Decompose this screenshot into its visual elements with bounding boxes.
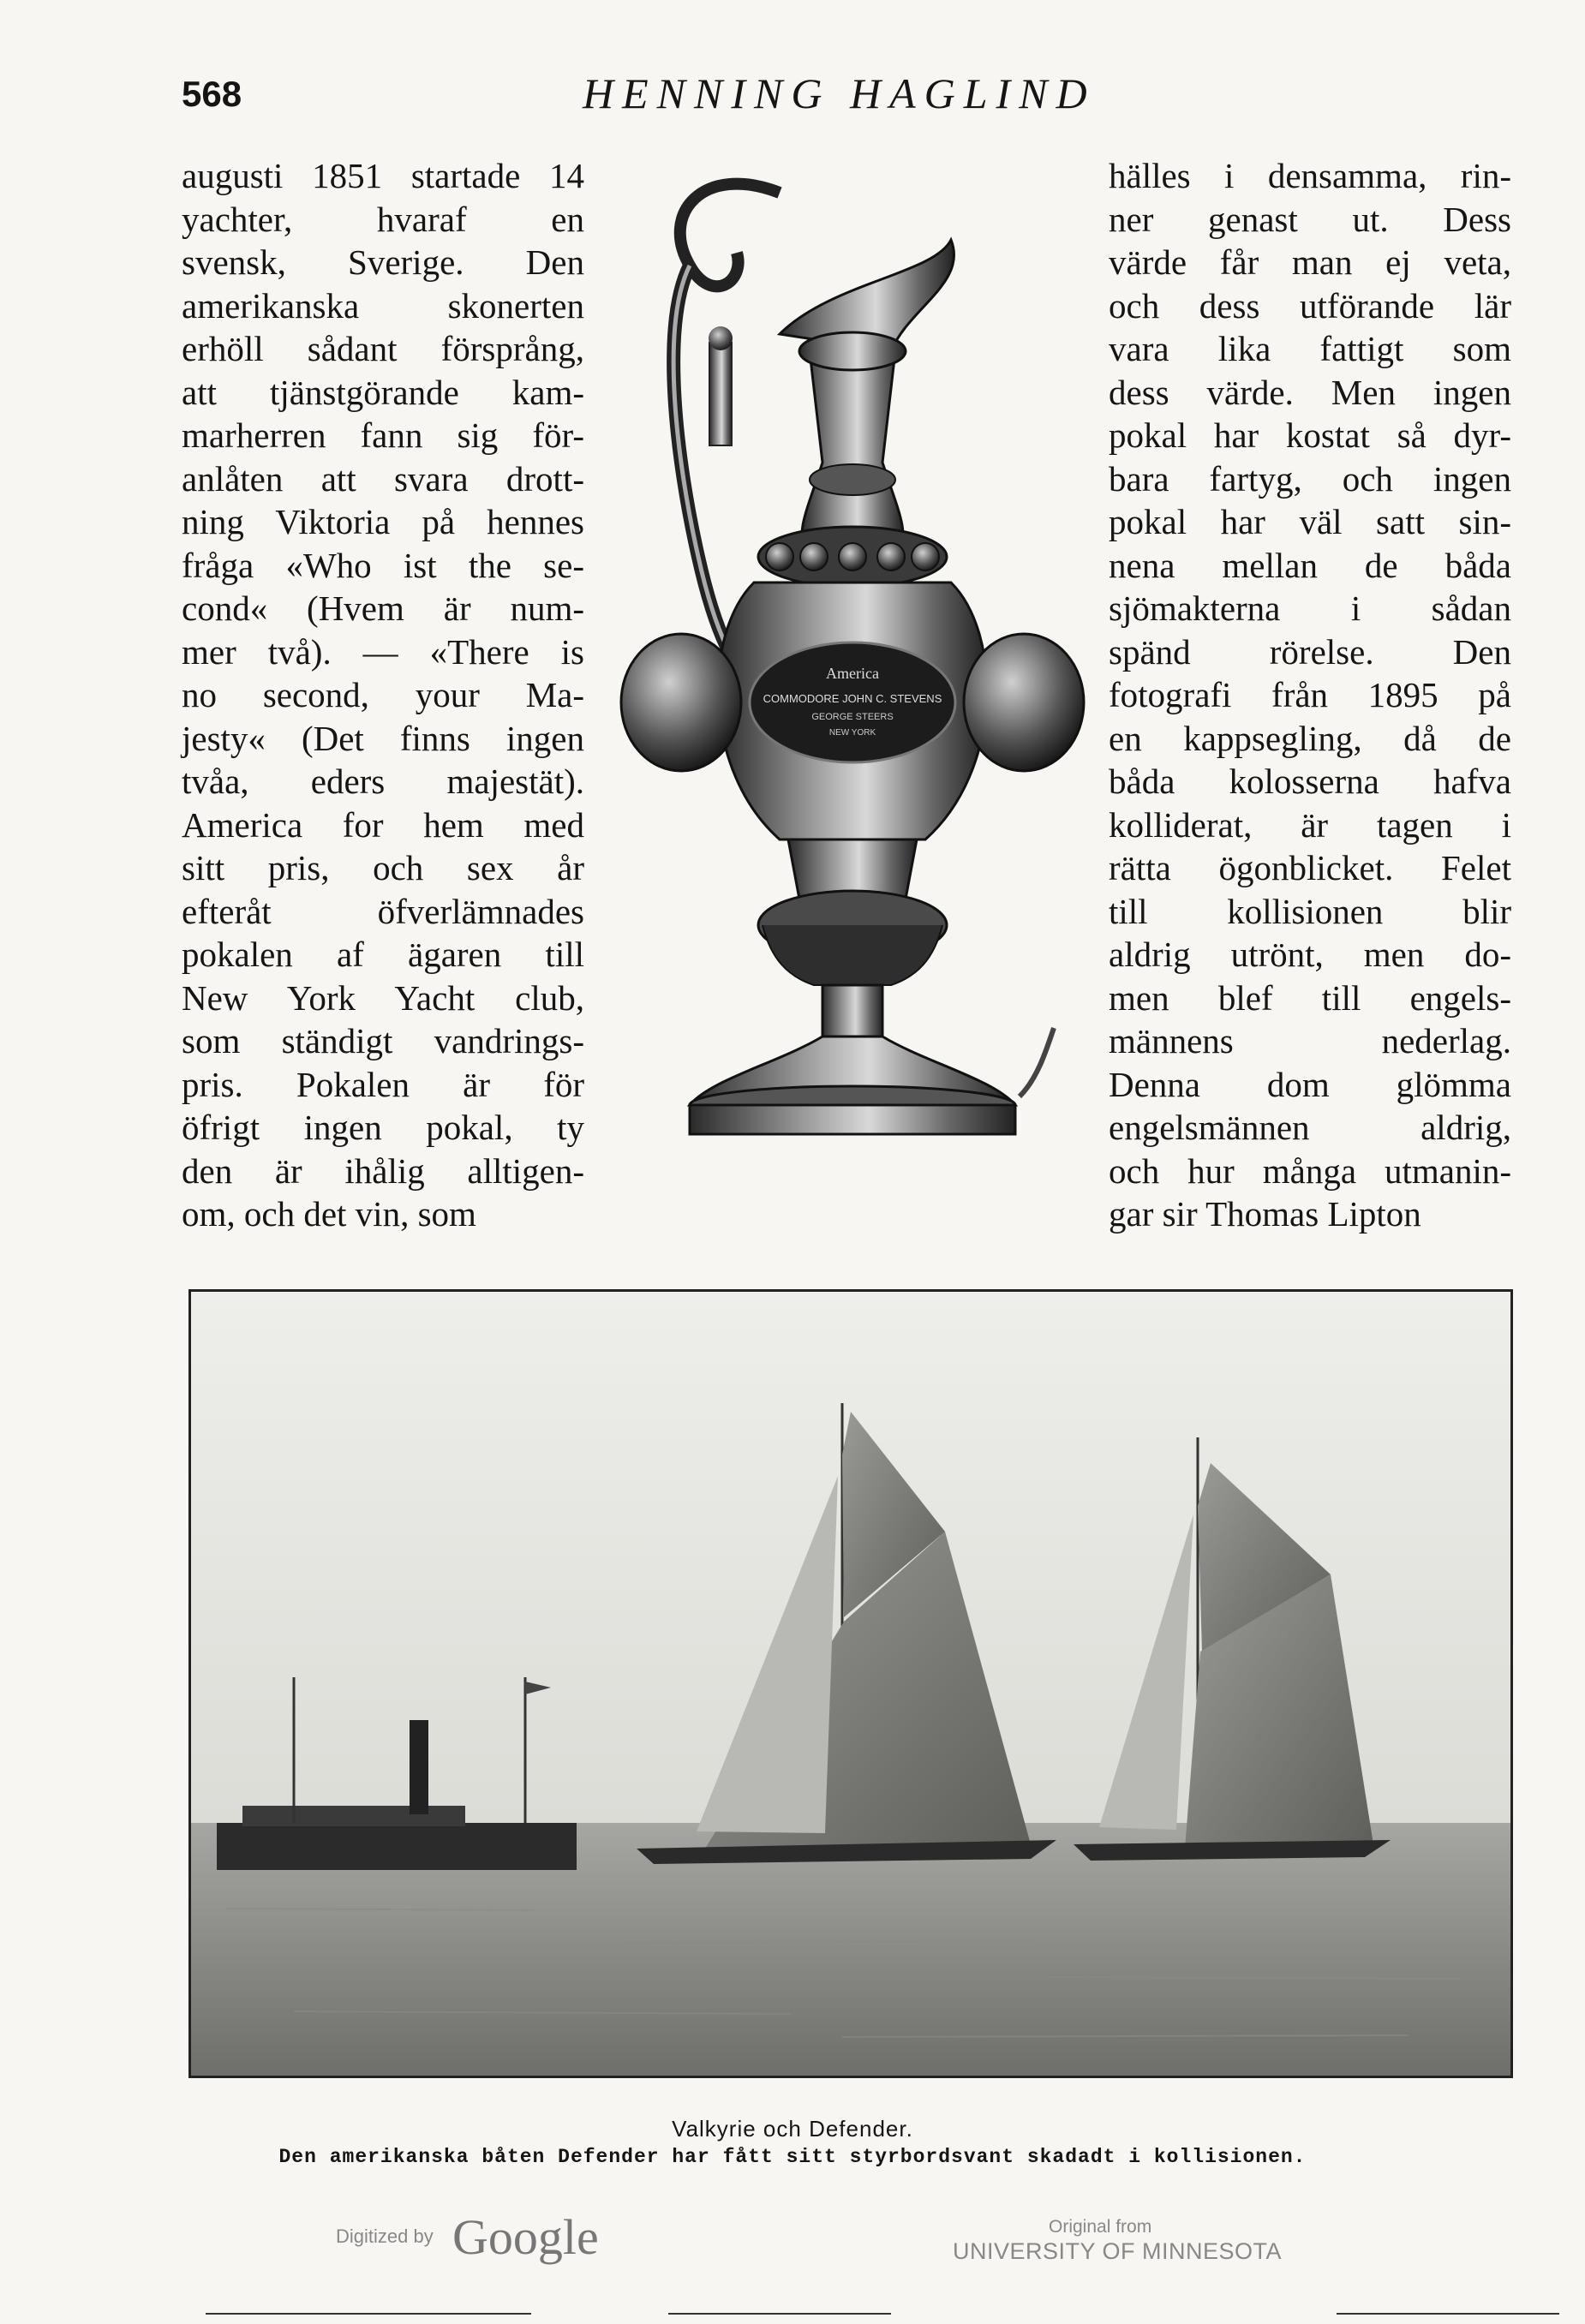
text-line: ner genast ut. Dess <box>1109 199 1511 239</box>
text-line: öfrigt ingen pokal, ty <box>182 1108 584 1147</box>
text-line: amerikanska skonerten <box>182 285 584 326</box>
text-line: pokalen af ägaren till <box>182 935 584 974</box>
bottom-scan-rule-mid <box>668 2313 891 2315</box>
text-line: yachter, hvaraf en <box>182 199 584 239</box>
text-line: vara lika fattigt som <box>1109 329 1511 368</box>
text-line: rätta ögonblicket. Felet <box>1109 848 1511 887</box>
text-line: marherren fann sig för- <box>182 415 584 455</box>
text-line: pris. Pokalen är för <box>182 1064 584 1104</box>
engraving-line-3: GEORGE STEERS <box>811 712 894 722</box>
engraving-line-4: NEW YORK <box>828 728 876 738</box>
text-line: dess värde. Men ingen <box>1109 372 1511 412</box>
text-line: en kappsegling, då de <box>1109 718 1511 758</box>
text-line: pokal har kostat så dyr- <box>1109 415 1511 455</box>
text-line: fråga «Who ist the se- <box>182 545 584 585</box>
text-line: båda kolosserna hafva <box>1109 762 1511 801</box>
text-line: tvåa, eders majestät). <box>182 762 584 801</box>
text-line: Denna dom glömma <box>1109 1064 1511 1104</box>
text-line: pokal har väl satt sin- <box>1109 502 1511 541</box>
left-text-column <box>182 154 584 1236</box>
engraving-line-1: America <box>826 665 879 682</box>
text-line: jesty« (Det finns ingen <box>182 718 584 758</box>
google-logo: Google <box>452 2209 599 2265</box>
text-line: gar sir Thomas Lipton <box>1109 1194 1421 1234</box>
text-line: om, och det vin, som <box>182 1194 476 1234</box>
text-line: no second, your Ma- <box>182 675 584 714</box>
photo-caption-title: Valkyrie och Defender. <box>672 2116 913 2142</box>
text-line: och hur många utmanin- <box>1109 1150 1511 1191</box>
text-line: att tjänstgörande kam- <box>182 372 584 412</box>
photo-scene <box>191 1292 1510 2076</box>
text-line: mer två). — «There is <box>182 631 584 672</box>
text-line: fotografi från 1895 på <box>1109 675 1511 714</box>
bottom-scan-rule-left <box>206 2313 531 2315</box>
running-head: HENNING HAGLIND <box>583 69 1096 117</box>
text-line: kolliderat, är tagen i <box>1109 804 1511 845</box>
page-number: 568 <box>182 74 242 114</box>
americas-cup-trophy-illustration <box>608 154 1088 1174</box>
text-line: till kollisionen blir <box>1109 891 1511 931</box>
text-line: aldrig utrönt, men do- <box>1109 935 1511 974</box>
text-line: sitt pris, och sex år <box>182 848 584 887</box>
engraving-line-2: COMMODORE JOHN C. STEVENS <box>763 692 942 705</box>
university-label: UNIVERSITY OF MINNESOTA <box>953 2238 1283 2264</box>
text-line: bara fartyg, och ingen <box>1109 458 1511 499</box>
text-line: erhöll sådant försprång, <box>182 329 584 368</box>
text-line: svensk, Sverige. Den <box>182 242 584 282</box>
text-line: efteråt öfverlämnades <box>182 891 584 931</box>
digitized-by-label: Digitized by <box>336 2225 434 2247</box>
text-line: engelsmännen aldrig, <box>1109 1108 1511 1147</box>
original-from-label: Original from <box>1049 2217 1152 2237</box>
text-line: augusti 1851 startade 14 <box>182 156 584 195</box>
text-line: hälles i densamma, rin- <box>1109 156 1511 195</box>
text-line: New York Yacht club, <box>182 977 584 1018</box>
photo-caption-text: Den amerikanska båten Defender har fått sitt styrbordsvant skadadt i kollisionen. <box>278 2146 1307 2168</box>
photo-valkyrie-defender <box>188 1289 1513 2078</box>
text-line: männens nederlag. <box>1109 1021 1511 1060</box>
text-line: som ständigt vandrings- <box>182 1021 584 1060</box>
text-line: anlåten att svara drott- <box>182 458 584 499</box>
text-line: och dess utförande lär <box>1109 285 1511 326</box>
text-line: America for hem med <box>182 804 584 845</box>
text-line: den är ihålig alltigen- <box>182 1150 584 1191</box>
text-line: sjömakterna i sådan <box>1109 588 1511 628</box>
text-line: ning Viktoria på hennes <box>182 502 584 541</box>
text-line: cond« (Hvem är num- <box>182 588 584 628</box>
text-line: spänd rörelse. Den <box>1109 631 1511 672</box>
right-text-column <box>1109 154 1511 1236</box>
text-line: men blef till engels- <box>1109 977 1511 1018</box>
text-line: värde får man ej veta, <box>1109 242 1511 282</box>
text-line: nena mellan de båda <box>1109 545 1511 585</box>
bottom-scan-rule-right <box>1337 2313 1559 2315</box>
